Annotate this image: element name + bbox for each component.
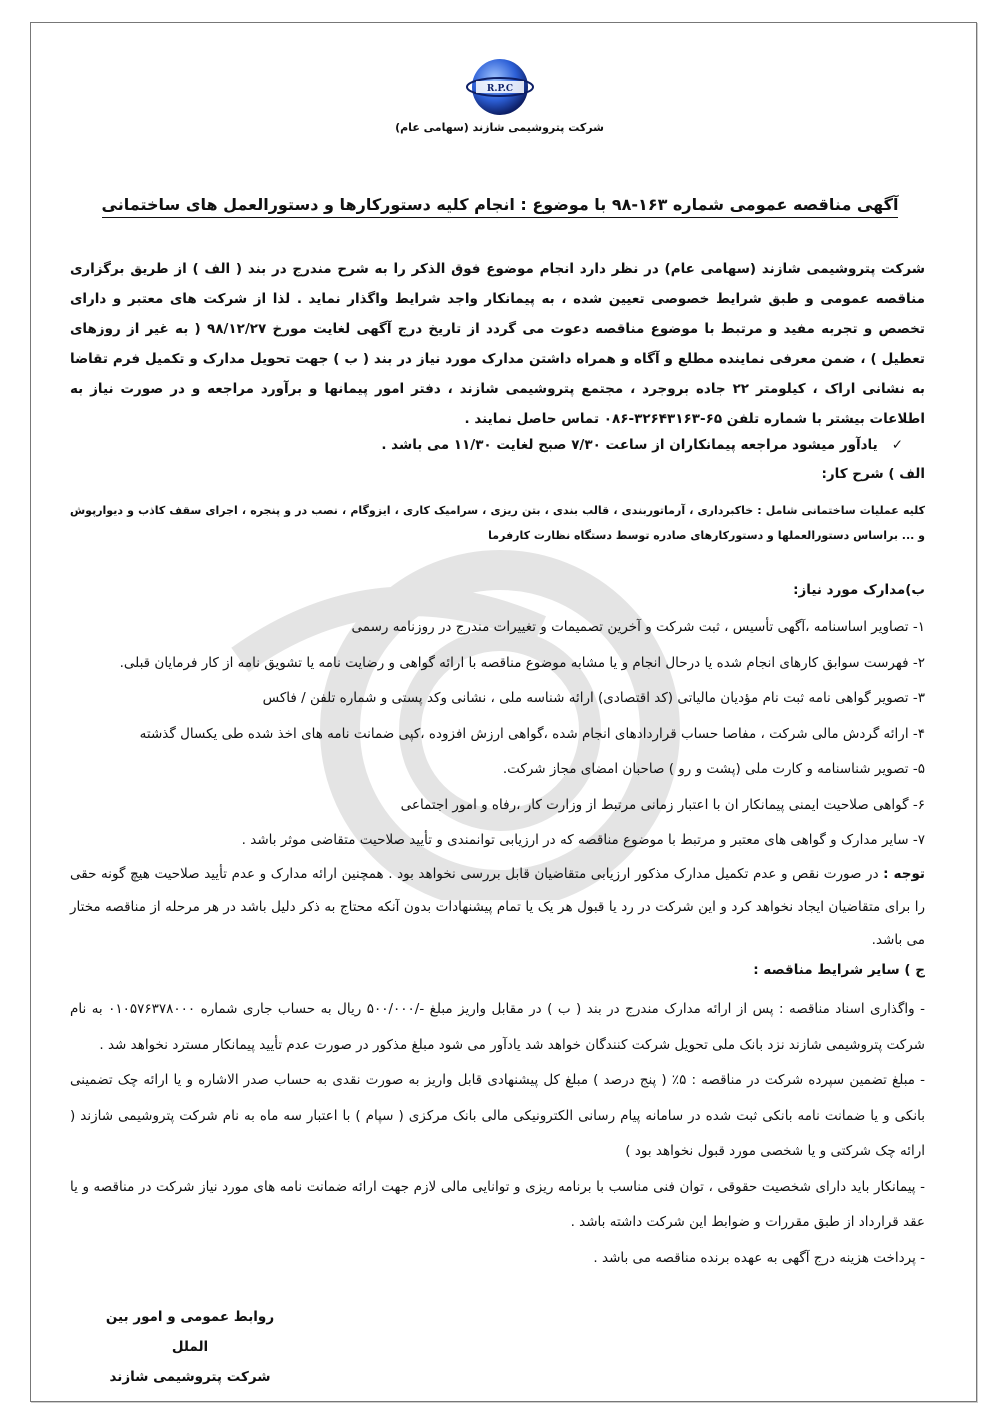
list-item: - پرداخت هزینه درج آگهی به عهده برنده مناقصه می باشد . [593,1249,925,1266]
note-text: در صورت نقص و عدم تکمیل مدارک مذکور ارزیابی متقاضیان قابل بررسی نخواهد بود . همچنین ارائه مدارک و عدم تأیید صلاحیت هیچ گونه حقی را برای متقاضیان ایجاد نخواهد کرد و این شرکت در رد یا قبول هر یک یا تمام پیشنهادات بدون آنکه محتاج به ذکر دلیل باشد در هر مرحله از مناقصه مختار می باشد. [70,866,925,948]
list-item: ۵- تصویر شناسنامه و کارت ملی (پشت و رو ) صاحبان امضای مجاز شرکت. [502,761,925,777]
list-item: ۱- تصاویر اساسنامه ،آگهی تأسیس ، ثبت شرکت و آخرین تصمیمات و تغییرات مندرج در روزنامه رسمی [351,619,925,635]
section-c-heading: ج ) سایر شرایط مناقصه : [753,962,925,978]
list-item: - پیمانکار باید دارای شخصیت حقوقی ، توان فنی مناسب با برنامه ریزی و توانایی مالی لازم جهت ارائه ضمانت نامه های مورد نیاز شرکت در مناقصه و یا عقد قرارداد از طبق مقررات و ضوابط این شرکت داشته باشد . [70,1178,925,1230]
list-item: ۲- فهرست سوابق کارهای انجام شده یا درحال انجام و یا مشابه موضوع مناقصه با ارائه گواهی و رضایت نامه یا تشویق نامه از کار فرمایان قبلی. [119,654,925,671]
signature-block [100,1302,280,1392]
signature-line-1: روابط عمومی و امور بین الملل [105,1309,275,1355]
page-title [60,195,940,214]
list-item: - واگذاری اسناد مناقصه : پس از ارائه مدارک مندرج در بند ( ب ) در مقابل واریز مبلغ -/۵۰۰/۰۰۰ ریال به حساب جاری شماره ۰۱۰۵۷۶۳۷۸۰۰۰ به نام شرکت پتروشیمی شازند نزد بانک ملی تحویل شرکت کنندگان خواهد شد یادآور می شود مبلغ مذکور در صورت عدم تأیید پیمانکار مسترد نخواهد شد . [70,1001,925,1053]
rpc-logo-icon [466,55,534,119]
section-a-heading: الف ) شرح کار: [821,466,925,482]
reminder-text: یادآور میشود مراجعه پیمانکاران از ساعت ۷/۳۰ صبح لغایت ۱۱/۳۰ می باشد . [381,437,878,453]
list-item: ۶- گواهی صلاحیت ایمنی پیمانکار ان با اعتبار زمانی مرتبط از وزارت کار ،رفاه و امور اجتماعی [400,796,925,813]
checkmark-icon: ✓ [891,437,903,453]
page-title-text: آگهی مناقصه عمومی شماره ۱۶۳-۹۸ با موضوع : انجام کلیه دستورکارها و دستورالعمل های ساختمانی [102,195,899,218]
list-item: ۴- ارائه گردش مالی شرکت ، مفاصا حساب قراردادهای انجام شده ،گواهی ارزش افزوده ،کپی ضمانت نامه های اخذ شده طی یکسال گذشته [139,725,925,742]
section-b-heading: ب)مدارک مورد نیاز: [793,582,925,598]
list-item: - مبلغ تضمین سپرده شرکت در مناقصه : ۵٪ ( پنج درصد ) مبلغ کل پیشنهادی قابل واریز به صورت نقدی به حساب صدر الاشاره و یا ارائه چک تضمینی بانکی و یا ضمانت نامه بانکی ثبت شده در سامانه پیام رسانی الکترونیکی مالی بانک مرکزی ( سپام ) با اعتبار سه ماه به نام شرکت پتروشیمی شازند ( ارائه چک شرکتی و یا شخصی مورد قبول نخواهد بود ) [70,1072,926,1159]
list-item: ۷- سایر مدارک و گواهی های معتبر و مرتبط با موضوع مناقصه که در ارزیابی توانمندی و تأیید صلاحیت متقاضی موثر باشد . [241,832,925,848]
list-item: ۳- تصویر گواهی نامه ثبت نام مؤدیان مالیاتی (کد اقتصادی) ارائه شناسه ملی ، نشانی وکد پستی و شماره تلفن / فاکس [262,690,925,706]
logo-text: R.P.C [486,84,513,94]
required-documents-list [70,610,925,859]
section-a-body: کلیه عملیات ساختمانی شامل : خاکبرداری ، آرماتوربندی ، قالب بندی ، بتن ریزی ، سرامیک کاری ، ایزوگام ، نصب در و پنجره ، اجرای سقف کاذب و دیوارپوش و ... براساس دستورالعملها و دستورکارهای صادره توسط دستگاه نظارت کارفرما [70,504,925,542]
other-conditions-list [70,992,925,1276]
note-paragraph [70,858,925,957]
intro-paragraph: شرکت پتروشیمی شازند (سهامی عام) در نظر دارد انجام موضوع فوق الذکر را به شرح مندرج در بند ( الف ) از طریق برگزاری مناقصه عمومی و طبق شرایط خصوصی تعیین شده ، به پیمانکار واجد شرایط واگذار نماید . لذا از شرکت های معتبر و دارای تخصص و تجربه مفید و مرتبط با موضوع مناقصه دعوت می گردد از تاریخ درج آگهی لغایت مورخ ۹۸/۱۲/۲۷ ( به غیر از روزهای تعطیل ) ، ضمن معرفی نماینده مطلع و آگاه و همراه داشتن مدارک مورد نیاز در بند ( ب ) جهت تحویل مدارک و تکمیل فرم تقاضا به نشانی اراک ، کیلومتر ۲۲ جاده بروجرد ، مجتمع پتروشیمی شازند ، دفتر امور پیمانها و برآورد مراجعه و در صورت نیاز به اطلاعات بیشتر با شماره تلفن ۶۵-۳۲۶۴۳۱۶۳-۰۸۶ تماس حاصل نمایند . [70,261,925,427]
company-subtitle: شرکت پتروشیمی شازند (سهامی عام) [395,121,604,134]
note-label: توجه : [883,866,925,882]
signature-line-2: شرکت پتروشیمی شازند [109,1369,271,1385]
reminder-line [70,434,925,456]
company-logo-block [0,55,999,134]
